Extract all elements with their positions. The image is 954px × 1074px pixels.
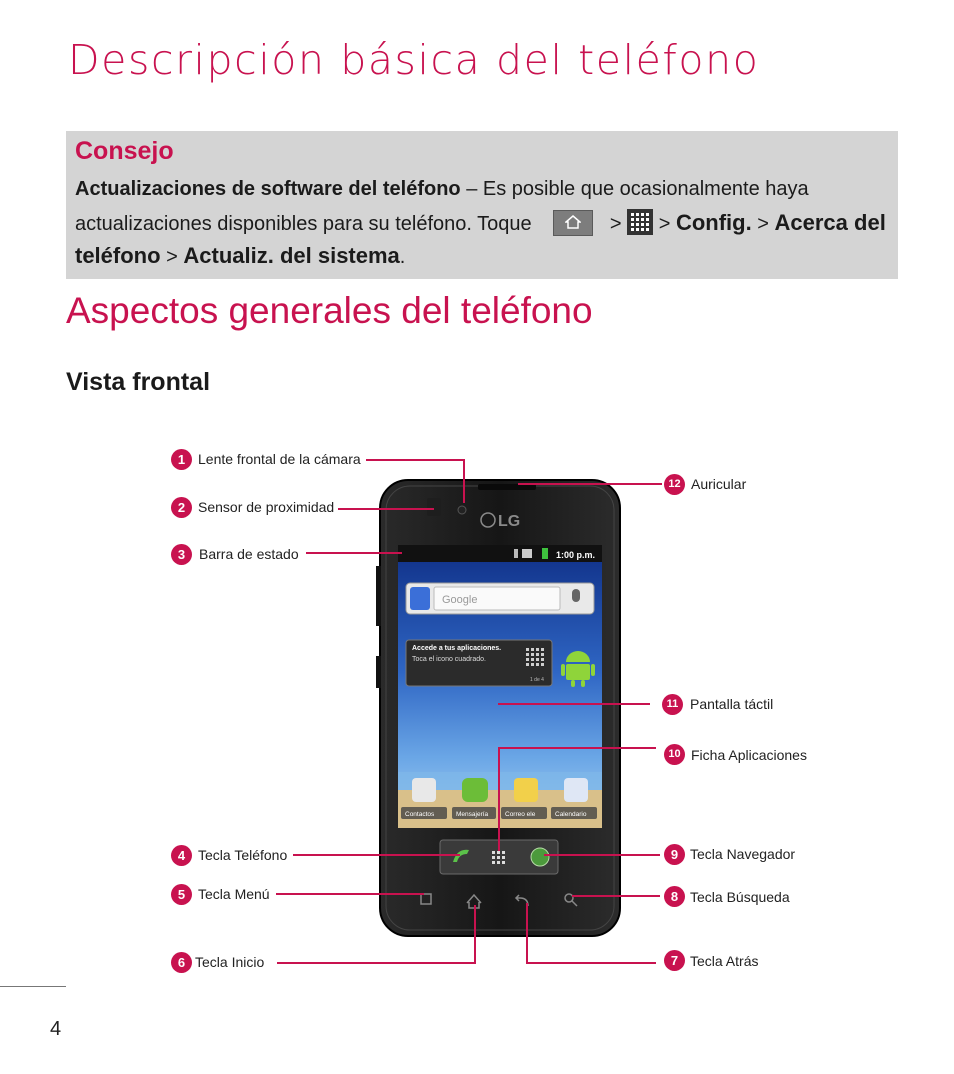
apps-tab-icon [492,851,505,864]
callout-12-number: 12 [664,474,685,495]
browser-key-icon [531,848,549,866]
tip-text-1: – Es posible que ocasionalmente haya [460,178,809,200]
callout-11-label: Pantalla táctil [690,696,774,712]
callout-6-label: Tecla Inicio [195,954,265,970]
callout-1-number: 1 [171,449,192,470]
callout-9-number: 9 [664,844,685,865]
callout-5-label: Tecla Menú [198,886,270,902]
lg-logo: LG [498,513,521,530]
tip-path-update: Actualiz. del sistema [183,243,400,268]
page-number: 4 [50,1018,62,1040]
callout-8-number: 8 [664,886,685,907]
tip-path-phone: teléfono [75,243,161,268]
svg-text:Correo ele: Correo ele [505,811,536,818]
callout-4-label: Tecla Teléfono [198,847,288,863]
callout-7-number: 7 [664,950,685,971]
tip-period: . [399,246,406,268]
svg-text:1 de 4: 1 de 4 [530,677,544,683]
svg-text:Accede a tus aplicaciones.: Accede a tus aplicaciones. [412,645,502,652]
callout-5-number: 5 [171,884,192,905]
svg-text:Mensajería: Mensajería [456,811,489,818]
footer-divider [0,986,66,987]
tip-title: Consejo [75,137,174,165]
svg-text:Toca el icono cuadrado.: Toca el icono cuadrado. [412,656,486,663]
callout-3-label: Barra de estado [199,546,299,562]
tip-path-about: Acerca del [774,210,886,235]
tip-bold-lead: Actualizaciones de software del teléfono [75,178,461,200]
front-camera [458,506,466,514]
callout-6-number: 6 [171,952,192,973]
callout-2-number: 2 [171,497,192,518]
callout-10-number: 10 [664,744,685,765]
section-title: Aspectos generales del teléfono [66,290,593,331]
tip-sep-3: > [757,213,769,235]
callout-3-number: 3 [171,544,192,565]
callout-4-number: 4 [171,845,192,866]
callout-12-label: Auricular [691,476,747,492]
callout-7-label: Tecla Atrás [690,953,759,969]
tip-sep-4: > [166,246,178,268]
svg-text:Contactos: Contactos [405,811,435,818]
callout-8-label: Tecla Búsqueda [690,889,790,905]
page-title: Descripción básica del teléfono [68,36,760,84]
tip-path-config: Config. [675,210,752,235]
callout-1-label: Lente frontal de la cámara [198,451,361,467]
status-clock: 1:00 p.m. [556,550,596,560]
svg-text:Google: Google [442,594,478,606]
tip-text-2: actualizaciones disponibles para su teléfono. Toque [75,213,532,235]
callout-2-label: Sensor de proximidad [198,499,335,515]
subsection-title: Vista frontal [66,368,211,396]
callout-11-number: 11 [662,694,683,715]
svg-text:Calendario: Calendario [555,811,587,818]
tip-sep-2: > [658,213,671,235]
tip-sep-1: > [609,213,622,235]
callout-10-label: Ficha Aplicaciones [691,747,807,763]
callout-9-label: Tecla Navegador [690,846,796,862]
proximity-sensor [427,498,441,516]
